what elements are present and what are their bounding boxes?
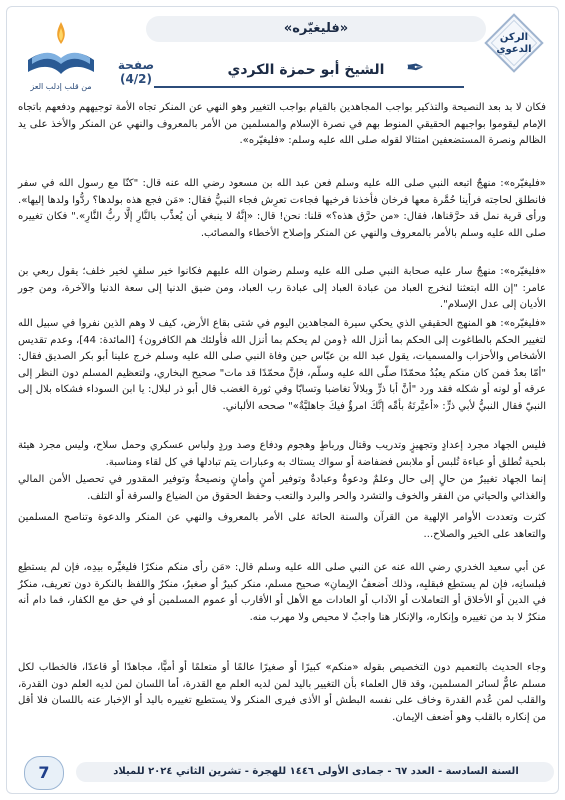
quill-pen-icon: ✒ [406,56,425,81]
paragraph-2 [18,176,546,242]
logo-tagline: من قلب إدلب العز [30,82,92,91]
paragraph-text: إنما الجهاد تغييرٌ من حالٍ إلى حال وعلمٌ ودعوةٌ وعبادةٌ وتوفير أمنٍ وأمانٍ ونصيحةٌ وتوفير المقدور في تحصيل الأمن المالي والغذائي والحياتي من الفقر والخوف والتشرد والحر والبرد والتعب وحفظ الحقوق من الضياع والسرقة أو التلف. [18,474,546,502]
paragraph-text: «فليغيّره»: منهجٌ سار عليه صحابة النبي صلى الله عليه وسلم رضوان الله عليهم فكانوا خير سلفٍ لخير خلف؛ يقول ربعي بن عامر: "إن الله ابتعثنا لنخرج العباد من عبادة العباد إلى عبادة رب العباد، ومن ضيق الدنيا إلى سعة الدنيا والآخرة، ومن جور الأديان إلى عدل الإسلام". [18,266,546,311]
paragraph-text: «فليغيّره»: منهجٌ اتبعه النبي صلى الله عليه وسلم فعن عبد الله بن مسعود رضي الله عنه قال: "كنّا مع رسول الله في سفر فانطلق لحاجته فرأينا حُمَّرة معها فرخان فأخذنا فرخيها فجاءت تعرِش فجاء النبيُّ فقال: «مَن فجع هذه بولدها؟ ردُّوا ولدها إليها». ورأى قرية نمل قد حرَّقناها، فقال: «من حرَّق هذه؟» قلنا: نحن! قال: «إنَّهُ لا ينبغي أن يُعذِّب بالنَّارِ إلَّا ربُّ النَّارِ»." فكان تغييره صلى الله عليه وسلم بالأمر بالمعروف والنهي عن المنكر وإصلاح الأخطاء والمصائب. [18,178,546,239]
issue-info: السنة السادسة - العدد ٦٧ - جمادى الأولى ١٤٤٦ للهجرة - تشرين الثاني ٢٠٢٤ للميلاد [113,766,519,777]
section-label: الركن الدعوي [496,32,532,55]
page-indicator-label: صفحة [117,58,155,72]
page-indicator [114,58,158,86]
paragraph-5 [18,438,546,471]
paragraph-text: فليس الجهاد مجرد إعدادٍ وتجهيزٍ وتدريب وقتال ورباطٍ وهجوم ودفاع وصد وردٍ ولباس عسكري وحمل سلاح، وليس مجرد هيئة بلحية تُطلق أو عباءة تُلبس أو ملابس فضفاضة أو سواك يستاك به وعبارات يتم تبادلها في كل لقاء ومناسبة. [18,440,546,468]
article-body [18,100,546,750]
section-badge [483,12,545,74]
author-name: الشيخ أبو حمزة الكردي [227,62,385,78]
book-lamp-logo-icon [18,14,104,86]
paragraph-6 [18,472,546,505]
paragraph-9 [18,660,546,726]
page-footer [6,752,557,792]
paragraph-text: كثرت وتعددت الأوامر الإلهية من القرآن والسنة الحاثة على الأمر بالمعروف والنهي عن المنكر والدعوة وتناصح المسلمين والتعاهد على الخير والصلاح... [18,512,546,540]
paragraph-8 [18,560,546,626]
paragraph-1 [18,100,546,150]
paragraph-4 [18,316,546,416]
page-header [6,6,557,102]
page-number: 7 [24,756,64,790]
paragraph-text: «فليغيّره»: هو المنهج الحقيقي الذي يحكي سيرة المجاهدين اليوم في شتى بقاع الأرض، كيف لا وهم الذين نفروا في سبيل الله لتغيير الحكم بالطاغوت إلى الحكم بما أنزل الله ﴿ومن لم يحكم بما أنزل الله فأولئك هم الكافرون﴾ [المائدة: 44]، وعدم تقديس الأشخاص والأحزاب والمسميات، يقول عبد الله بن عبّاس حين وفاة النبي صلى الله عليه وسلم خرج علينا أبو بكر الصديق فقال: "أمّا بعدُ فمن كان منكم يعبُدُ محمّدًا صلّى الله عليه وسلّم، فإنَّ محمّدًا قد مات" صحيح البخاري، ولتعظيم المسلم دون النظر إلى عرقه أو لونه أو شكله فقد ورد "أنَّ أبا ذرٍّ وبلالاً تغاضبا وتسابّا وفي ثورة الغضب قال أبو ذر لبلال: يا ابن السوداء فشكاه بلال إلى النبيّ فقال النبيُّ لأبي ذرٍّ: «أعيَّرتَهُ بأمِّه إنَّكَ امرؤٌ فيكَ جاهليَّةٌ»" صححه الألباني. [18,318,546,412]
paragraph-7 [18,510,546,543]
paragraph-text: عن أبي سعيد الخدري رضي الله عنه عن النبي صلى الله عليه وسلم قال: «مَن رأى منكم منكرًا فليغيِّره بيدِه، فإن لم يستطِع فبلسانِه، فإن لم يستطِع فبقلبِه، وذلك أضعفُ الإيمانِ» صحيح مسلم، منكر كبيرٌ أو صغيرٌ، منكرٌ واللفظ بالنكرة دون تعريف، منكرٌ في الدين أو الأخلاق أو التعاملات أو الآداب أو العادات مع الأهل أو الأقارب أو عموم المسلمين أو في حق مع الكفار، فما دام أنه منكرٌ لا بد من تغييره وإنكاره، والإنكار هنا واجبٌ لا محيص ولا مهرب منه. [18,562,546,623]
paragraph-text: وجاء الحديث بالتعميم دون التخصيص بقوله «منكم» كبيرًا أو صغيرًا عالمًا أو متعلمًا أو أميًّا، مجاهدًا أو قاعدًا، فالخطاب لكل مسلم عامٌّ لسائر المسلمين، وقد قال العلماء بأن التغيير باليد لمن لديه العلم مع القدرة، أما اللسان لمن لديه العلم دون القدرة، والقلب لمن عُدم القدرة وخاف على نفسه البطش أو الأذى فيرى المنكر ولا يستطيع تغييره باليد أو الإخبار عنه باللسان فلا أقل من إنكاره بالقلب وهو أضعف الإيمان. [18,662,546,723]
page-indicator-value: (4/2) [119,72,153,86]
paragraph-text: فكان لا بد بعد النصيحة والتذكير بواجب المجاهدين بالقيام بواجب التغيير وهو النهي عن المنكر تجاه الأمة توجيههم ودفعهم باتجاه الإمام ليقوموا بواجبهم الحقيقي المنوط بهم في نصرة الإسلام والمسلمين من الأمر بالمعروف والنهي عن المنكر والأخذ على يد الظالم ونصرة المستضعفين امتثالا لقوله صلى الله عليه وسلم: «فليغيّره». [18,102,546,147]
article-title: «فليغيّره» [283,21,349,36]
paragraph-3 [18,264,546,314]
